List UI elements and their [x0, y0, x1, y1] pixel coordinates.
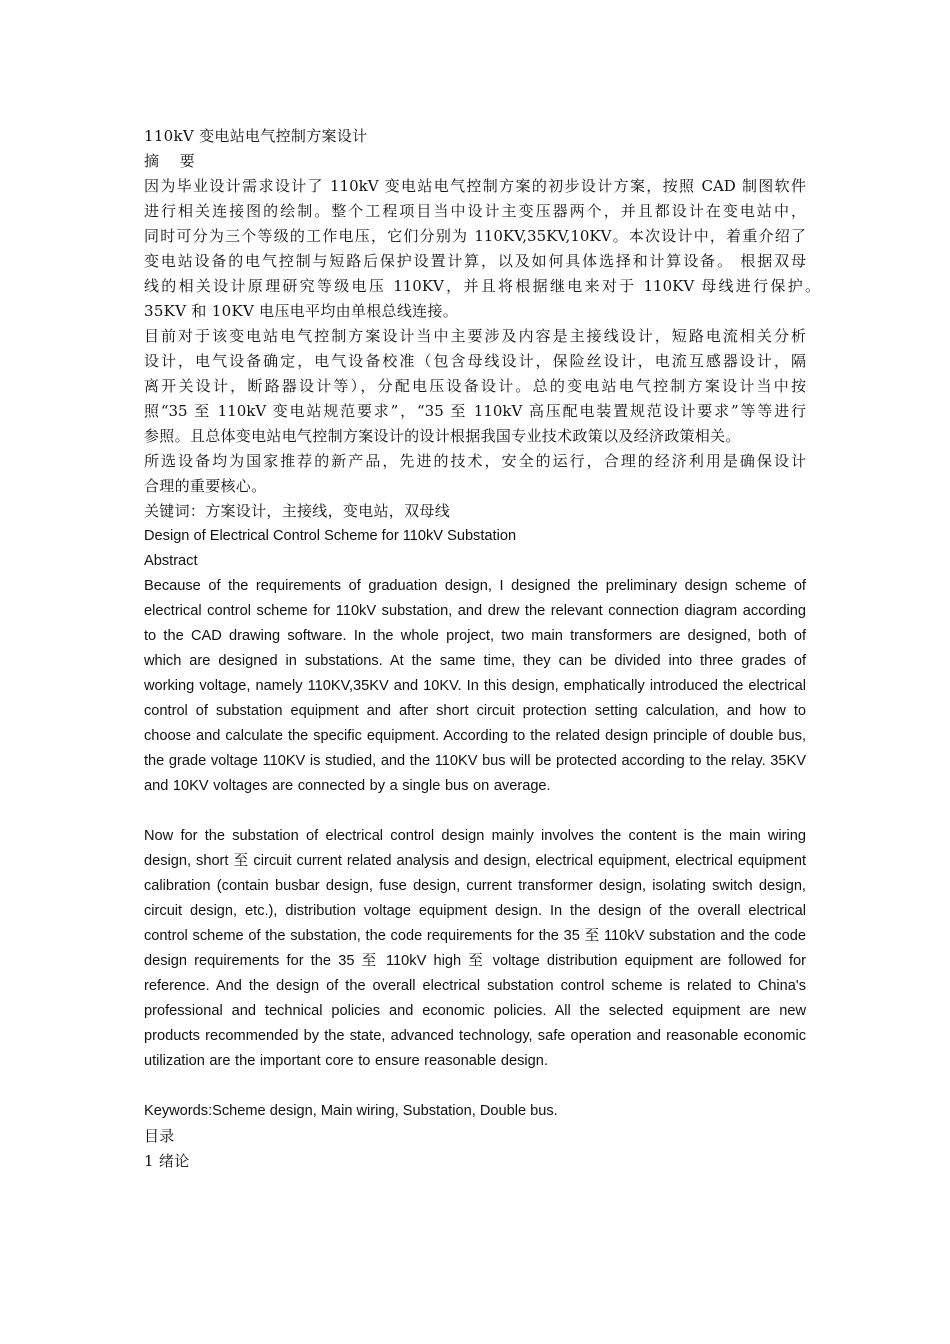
text-line: 目前对于该变电站电气控制方案设计当中主要涉及内容是主接线设计，短路电流相关分析 [144, 327, 806, 345]
text-line: 35KV 和 10KV 电压电平均由单根总线连接。 [144, 302, 459, 320]
text-line: 进行相关连接图的绘制。整个工程项目当中设计主变压器两个，并且都设计在变电站中， [144, 202, 806, 220]
text-line: 设计，电气设备确定，电气设备校准（包含母线设计，保险丝设计，电流互感器设计，隔 [144, 352, 806, 370]
paragraph-spacer [144, 799, 806, 824]
text-line: 离开关设计，断路器设计等），分配电压设备设计。总的变电站电气控制方案设计当中按 [144, 377, 806, 395]
text-line: 参照。且总体变电站电气控制方案设计的设计根据我国专业技术政策以及经济政策相关。 [144, 427, 741, 445]
abstract-cn-paragraph-2 [144, 324, 806, 499]
text-line: 变电站设备的电气控制与短路后保护设置计算，以及如何具体选择和计算设备。 根据双母 [144, 252, 806, 270]
abstract-heading-cn: 摘 要 [144, 152, 195, 170]
text-line: 所选设备均为国家推荐的新产品，先进的技术，安全的运行，合理的经济利用是确保设计 [144, 452, 806, 470]
abstract-cn-paragraph-1 [144, 174, 820, 324]
text-line: 因为毕业设计需求设计了 110kV 变电站电气控制方案的初步设计方案，按照 CAD 制图软件 [144, 177, 806, 195]
toc-item-1: 1 绪论 [144, 1152, 190, 1170]
text-line: 线的相关设计原理研究等级电压 110KV，并且将根据继电来对于 110KV 母线进行保护。 [144, 277, 820, 295]
text-line: 同时可分为三个等级的工作电压，它们分别为 110KV,35KV,10KV。本次设计中，着重介绍了 [144, 227, 806, 245]
title-cn: 110kV 变电站电气控制方案设计 [144, 127, 368, 145]
text-line: 照“35 至 110kV 变电站规范要求”，“35 至 110kV 高压配电装置规范设计要求”等等进行 [144, 402, 806, 420]
title-en: Design of Electrical Control Scheme for 110kV Substation [144, 528, 517, 544]
paragraph-spacer [144, 1074, 806, 1099]
abstract-en-paragraph-1: Because of the requirements of graduation design, I designed the preliminary design scheme of electrical control scheme for 110kV substation, and drew the relevant connection diagram according to the CAD drawing software. In the whole project, two main transformers are designed, both of which are designed in substations. At the same time, they can be divided into three grades of working voltage, namely 110KV,35KV and 10KV. In this design, emphatically introduced the electrical control of substation equipment and after short circuit protection setting calculation, and how to choose and calculate the specific equipment. According to the related design principle of double bus, the grade voltage 110KV is studied, and the 110KV bus will be protected according to the relay. 35KV and 10KV voltages are connected by a single bus on average. [144, 578, 806, 794]
abstract-en-paragraph-2: Now for the substation of electrical control design mainly involves the content is the main wiring design, short 至 circuit current related analysis and design, electrical equipment, electrical equipment calibration (contain busbar design, fuse design, current transformer design, isolating switch design, circuit design, etc.), distribution voltage equipment design. In the design of the overall electrical control scheme of the substation, the code requirements for the 35 至 110kV substation and the code design requirements for the 35 至 110kV high 至 voltage distribution equipment are followed for reference. And the design of the overall electrical substation control scheme is related to China's professional and technical policies and economic policies. All the selected equipment are new products recommended by the state, advanced technology, safe operation and reasonable economic utilization are the important core to ensure reasonable design. [144, 828, 806, 1069]
text-line: 合理的重要核心。 [144, 477, 267, 495]
keywords-en: Keywords:Scheme design, Main wiring, Substation, Double bus. [144, 1103, 558, 1119]
abstract-heading-en: Abstract [144, 553, 198, 569]
toc-heading: 目录 [144, 1127, 175, 1145]
keywords-cn: 关键词：方案设计，主接线，变电站，双母线 [144, 502, 451, 520]
document-page [144, 124, 820, 1174]
